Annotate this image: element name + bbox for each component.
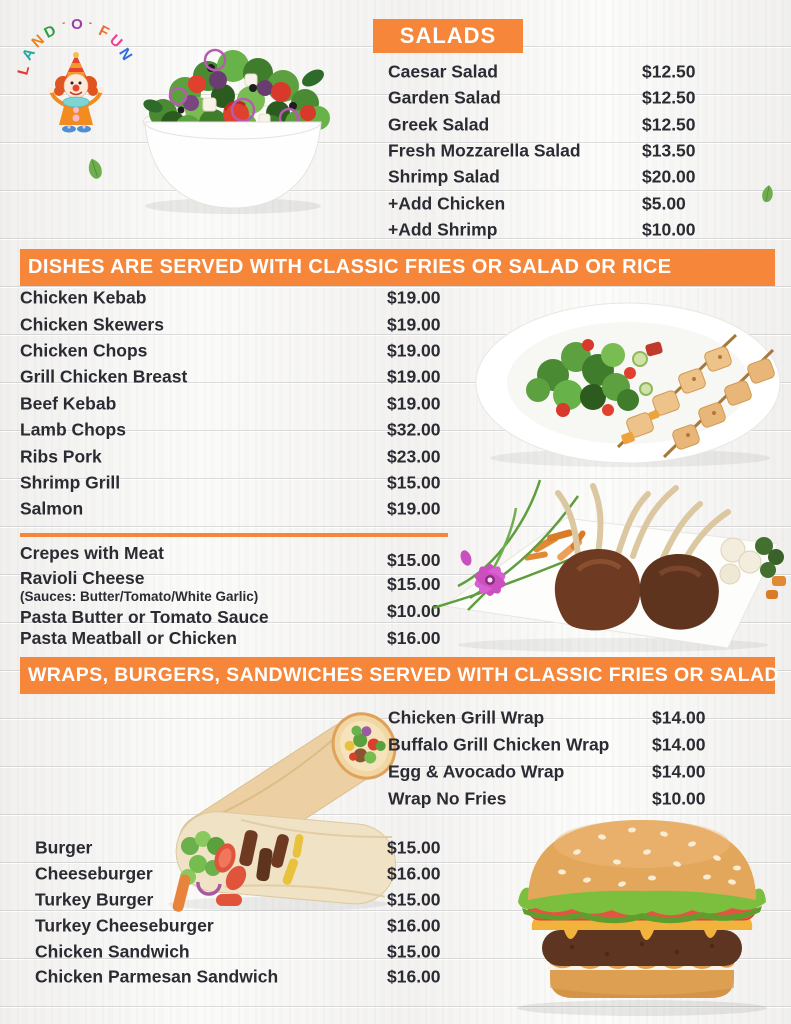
- item-name: Shrimp Salad: [388, 166, 500, 187]
- item-name: Wrap No Fries: [388, 788, 507, 809]
- item-price: $16.00: [387, 966, 441, 987]
- logo-letter: N: [115, 45, 136, 64]
- logo-letter: O: [71, 16, 83, 33]
- chicken-kebab-plate-image: [468, 295, 790, 475]
- item-name: Chicken Sandwich: [35, 941, 190, 961]
- item-name: +Add Chicken: [388, 193, 506, 214]
- item-name: Salmon: [20, 498, 84, 519]
- cheeseburger-image: [492, 792, 791, 1020]
- menu-row: [388, 732, 788, 759]
- item-price: $15.00: [387, 941, 441, 961]
- logo-letter: N: [28, 31, 48, 52]
- logo-letter: U: [106, 31, 126, 52]
- item-name: Shrimp Grill: [20, 472, 121, 493]
- item-note: (Sauces: Butter/Tomato/White Garlic): [20, 589, 259, 604]
- item-name: Fresh Mozzarella Salad: [388, 140, 581, 161]
- item-price: $23.00: [387, 446, 441, 467]
- item-name: Crepes with Meat: [20, 543, 164, 563]
- salad-bowl-image: [93, 18, 373, 218]
- item-name: Pasta Butter or Tomato Sauce: [20, 607, 269, 627]
- menu-row: [388, 705, 788, 732]
- item-price: $20.00: [642, 166, 696, 187]
- logo-letter: -: [60, 17, 67, 28]
- menu-row: [388, 138, 788, 164]
- item-price: $10.00: [387, 601, 441, 621]
- item-name: Turkey Cheeseburger: [35, 915, 214, 936]
- menu-row: [35, 913, 465, 939]
- menu-row: [388, 190, 788, 216]
- menu-row: [388, 85, 788, 111]
- menu-row: [20, 496, 460, 522]
- item-price: $10.00: [642, 219, 696, 240]
- item-price: $10.00: [652, 788, 706, 809]
- item-name: Chicken Kebab: [20, 287, 147, 308]
- logo-letter: -: [87, 17, 94, 28]
- item-price: $32.00: [387, 419, 441, 440]
- item-price: $19.00: [387, 498, 441, 519]
- item-name: Pasta Meatball or Chicken: [20, 628, 237, 648]
- menu-row: [388, 112, 788, 138]
- menu-row: [20, 391, 460, 417]
- item-name: Chicken Grill Wrap: [388, 707, 545, 728]
- menu-row: [20, 443, 460, 469]
- menu-row: [388, 164, 788, 190]
- burgers-list: [35, 835, 465, 990]
- item-price: $16.00: [387, 628, 441, 648]
- item-name: Greek Salad: [388, 114, 490, 135]
- logo-letter: F: [95, 22, 112, 42]
- item-price: $12.50: [642, 114, 696, 135]
- salads-list: [388, 59, 788, 243]
- item-price: $14.00: [652, 734, 706, 755]
- item-price: $5.00: [642, 193, 686, 214]
- item-name: Cheeseburger: [35, 863, 153, 884]
- menu-row: [20, 338, 460, 364]
- item-price: $19.00: [387, 393, 441, 414]
- item-price: $15.00: [387, 550, 441, 570]
- item-name: Beef Kebab: [20, 393, 117, 414]
- menu-row: [388, 217, 788, 243]
- item-price: $14.00: [652, 761, 706, 782]
- item-price: $19.00: [387, 340, 441, 361]
- item-price: $19.00: [387, 366, 441, 387]
- menu-row: [20, 285, 460, 311]
- dishes-banner: DISHES ARE SERVED WITH CLASSIC FRIES OR SALAD OR RICE: [20, 249, 775, 286]
- menu-row: [388, 759, 788, 786]
- item-name: Egg & Avocado Wrap: [388, 761, 565, 782]
- dishes-list: [20, 285, 460, 523]
- menu-row: [20, 417, 460, 443]
- item-name: Lamb Chops: [20, 419, 126, 440]
- item-price: $12.50: [642, 61, 696, 82]
- item-name: Burger: [35, 837, 93, 858]
- item-price: $19.00: [387, 287, 441, 308]
- item-price: $13.50: [642, 140, 696, 161]
- item-price: $15.00: [387, 889, 441, 910]
- item-price: $12.50: [642, 87, 696, 108]
- item-name: Chicken Parmesan Sandwich: [35, 966, 279, 987]
- item-name: Ravioli Cheese: [20, 568, 145, 588]
- item-price: $15.00: [387, 574, 441, 594]
- logo-letter: L: [14, 63, 34, 77]
- salads-section-title: SALADS: [373, 19, 523, 53]
- menu-row: [35, 835, 465, 861]
- item-price: $14.00: [652, 707, 706, 728]
- menu-row: [35, 887, 465, 913]
- menu-row: [35, 964, 465, 990]
- item-name: Grill Chicken Breast: [20, 366, 188, 387]
- item-name: Buffalo Grill Chicken Wrap: [388, 734, 610, 755]
- section-divider: [20, 533, 448, 537]
- item-price: $16.00: [387, 863, 441, 884]
- menu-row: [388, 59, 788, 85]
- menu-row: [20, 311, 460, 337]
- menu-row: [35, 861, 465, 887]
- logo-letter: A: [18, 45, 39, 64]
- item-name: Chicken Chops: [20, 340, 148, 361]
- item-name: Garden Salad: [388, 87, 501, 108]
- lamb-chops-plate-image: [428, 458, 790, 653]
- item-name: Ribs Pork: [20, 446, 102, 467]
- wraps-banner: WRAPS, BURGERS, SANDWICHES SERVED WITH CLASSIC FRIES OR SALAD: [20, 657, 775, 694]
- item-name: +Add Shrimp: [388, 219, 498, 240]
- item-price: $15.00: [387, 837, 441, 858]
- menu-row: [20, 364, 460, 390]
- item-price: $15.00: [387, 472, 441, 493]
- item-price: $19.00: [387, 314, 441, 335]
- pasta-crepes-list: [20, 540, 460, 650]
- item-price: $16.00: [387, 915, 441, 936]
- item-name: Chicken Skewers: [20, 314, 164, 335]
- item-name: Turkey Burger: [35, 889, 154, 910]
- menu-row: [35, 939, 465, 965]
- item-name: Caesar Salad: [388, 61, 498, 82]
- logo-letter: D: [41, 21, 59, 42]
- menu-row: [20, 470, 460, 496]
